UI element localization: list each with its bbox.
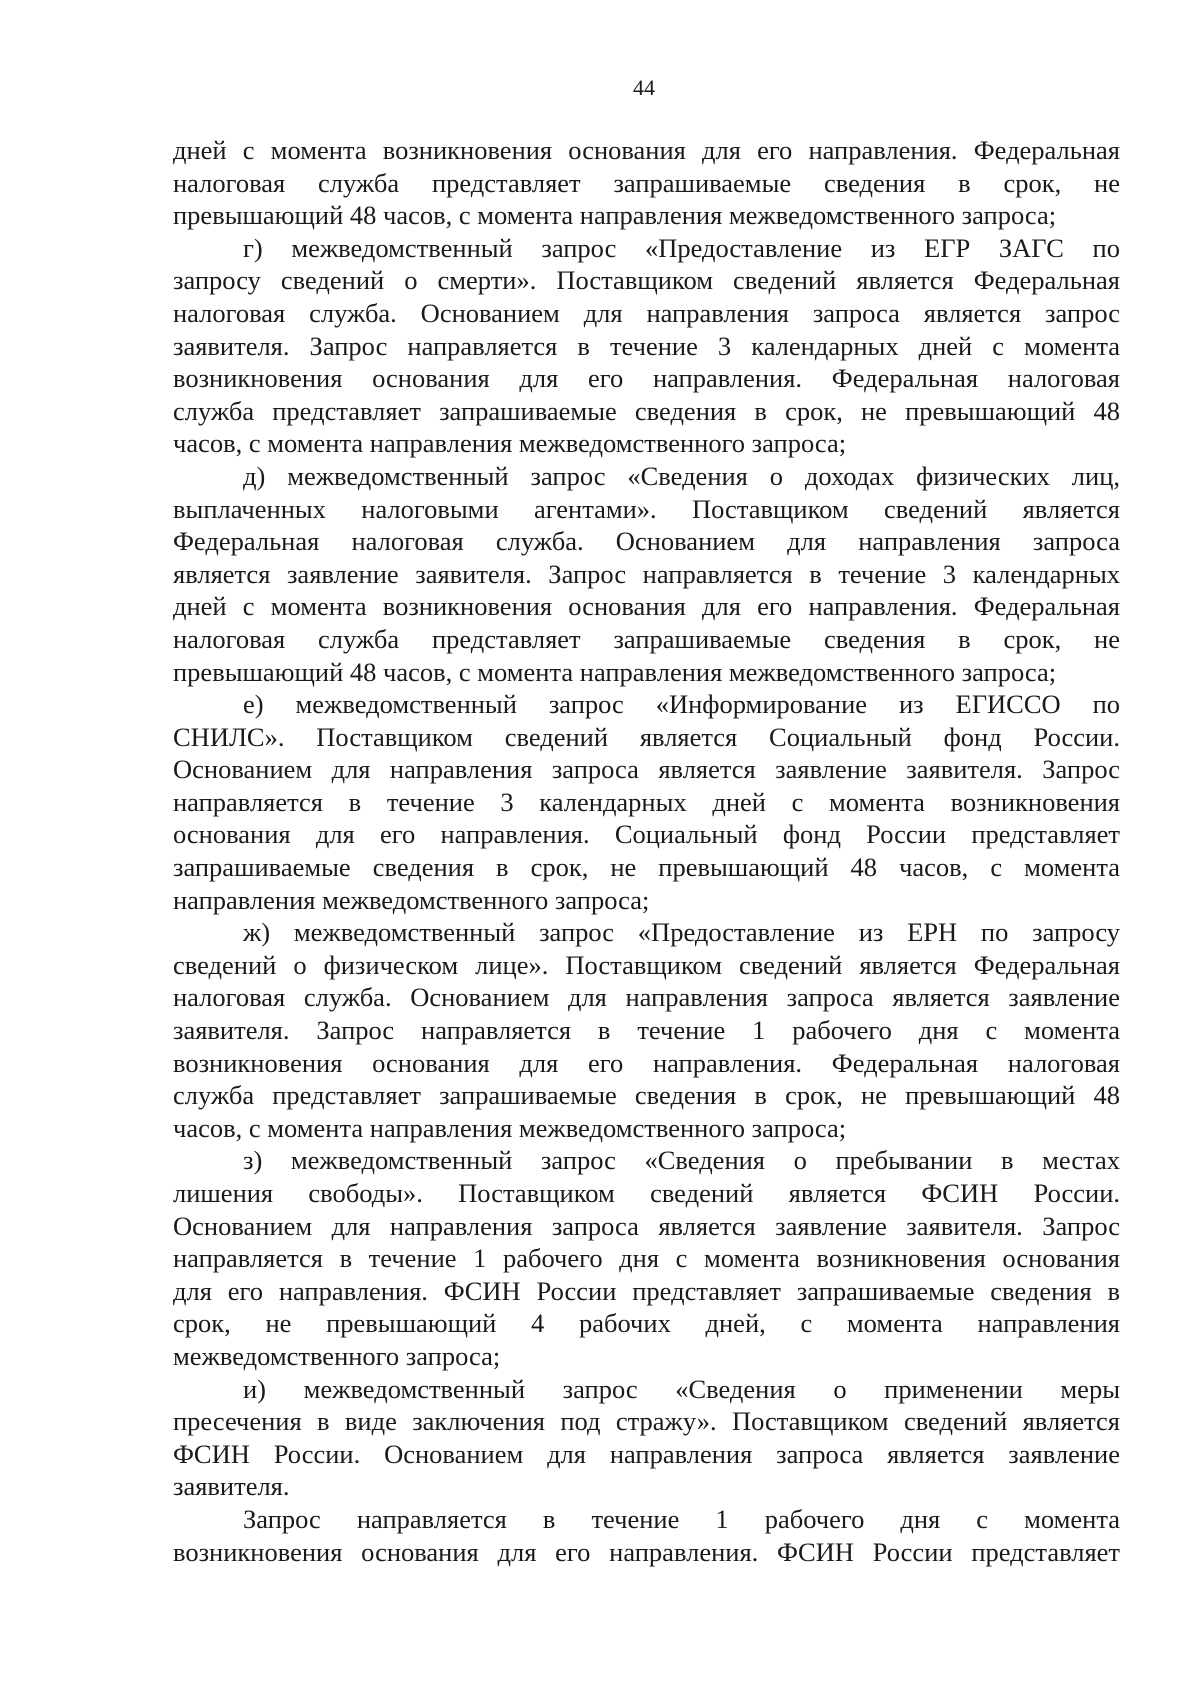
text-line: Запрос направляется в течение 1 рабочего дня с момента (243, 1503, 1120, 1534)
text-line: является заявление заявителя. Запрос направляется в течение 3 календарных (173, 558, 1120, 589)
text-line: межведомственного запроса; (173, 1340, 501, 1371)
text-line: выплаченных налоговыми агентами». Поставщиком сведений является (173, 493, 1120, 524)
text-line: основания для его направления. Социальный фонд России представляет (173, 819, 1120, 850)
body-text (173, 134, 1120, 1568)
text-line: пресечения в виде заключения под стражу». Поставщиком сведений является (173, 1406, 1120, 1437)
text-line: заявителя. Запрос направляется в течение 1 рабочего дня с момента (173, 1015, 1120, 1046)
text-line: служба представляет запрашиваемые сведения в срок, не превышающий 48 (173, 1080, 1120, 1111)
text-line: и) межведомственный запрос «Сведения о применении меры (243, 1373, 1120, 1404)
text-line: налоговая служба. Основанием для направления запроса является запрос (173, 297, 1120, 328)
text-line: направляется в течение 3 календарных дней с момента возникновения (173, 786, 1120, 817)
text-line: для его направления. ФСИН России представляет запрашиваемые сведения в (173, 1275, 1120, 1306)
text-line: Основанием для направления запроса является заявление заявителя. Запрос (173, 754, 1120, 785)
text-line: часов, с момента направления межведомственного запроса; (173, 428, 847, 459)
text-line: е) межведомственный запрос «Информирование из ЕГИССО по (243, 689, 1120, 720)
text-line: г) межведомственный запрос «Предоставление из ЕГР ЗАГС по (243, 232, 1120, 263)
text-line: ж) межведомственный запрос «Предоставление из ЕРН по запросу (243, 917, 1120, 948)
text-line: Основанием для направления запроса является заявление заявителя. Запрос (173, 1210, 1120, 1241)
text-line: запросу сведений о смерти». Поставщиком сведений является Федеральная (173, 265, 1120, 296)
text-line: лишения свободы». Поставщиком сведений является ФСИН России. (173, 1178, 1120, 1208)
text-line: Федеральная налоговая служба. Основанием для направления запроса (173, 526, 1120, 557)
text-line: сведений о физическом лице». Поставщиком сведений является Федеральная (173, 949, 1120, 980)
text-line: часов, с момента направления межведомственного запроса; (173, 1112, 847, 1143)
text-line: превышающий 48 часов, с момента направления межведомственного запроса; (173, 656, 1057, 687)
text-line: налоговая служба. Основанием для направления запроса является заявление (173, 982, 1120, 1013)
text-line: возникновения основания для его направления. Федеральная налоговая (173, 363, 1120, 394)
text-line: СНИЛС». Поставщиком сведений является Социальный фонд России. (173, 721, 1120, 752)
text-line: направляется в течение 1 рабочего дня с момента возникновения основания (173, 1243, 1120, 1274)
text-line: дней с момента возникновения основания для его направления. Федеральная (173, 591, 1120, 622)
text-line: заявителя. Запрос направляется в течение 3 календарных дней с момента (173, 330, 1120, 361)
text-line: ФСИН России. Основанием для направления запроса является заявление (173, 1438, 1120, 1469)
text-line: возникновения основания для его направления. Федеральная налоговая (173, 1047, 1120, 1078)
text-line: направления межведомственного запроса; (173, 884, 650, 915)
text-line: налоговая служба представляет запрашиваемые сведения в срок, не (173, 623, 1120, 654)
text-line: налоговая служба представляет запрашиваемые сведения в срок, не (173, 167, 1120, 198)
text-line: возникновения основания для его направления. ФСИН России представляет (173, 1536, 1120, 1567)
text-line: срок, не превышающий 4 рабочих дней, с момента направления (173, 1308, 1120, 1339)
text-line: служба представляет запрашиваемые сведения в срок, не превышающий 48 (173, 395, 1120, 426)
page-number: 44 (633, 75, 655, 100)
text-line: заявителя. (173, 1471, 290, 1502)
text-line: дней с момента возникновения основания для его направления. Федеральная (173, 135, 1120, 165)
text-line: з) межведомственный запрос «Сведения о пребывании в местах (243, 1145, 1120, 1176)
text-line: превышающий 48 часов, с момента направления межведомственного запроса; (173, 200, 1057, 231)
text-line: запрашиваемые сведения в срок, не превышающий 48 часов, с момента (173, 852, 1120, 883)
text-line: д) межведомственный запрос «Сведения о доходах физических лиц, (243, 460, 1120, 491)
